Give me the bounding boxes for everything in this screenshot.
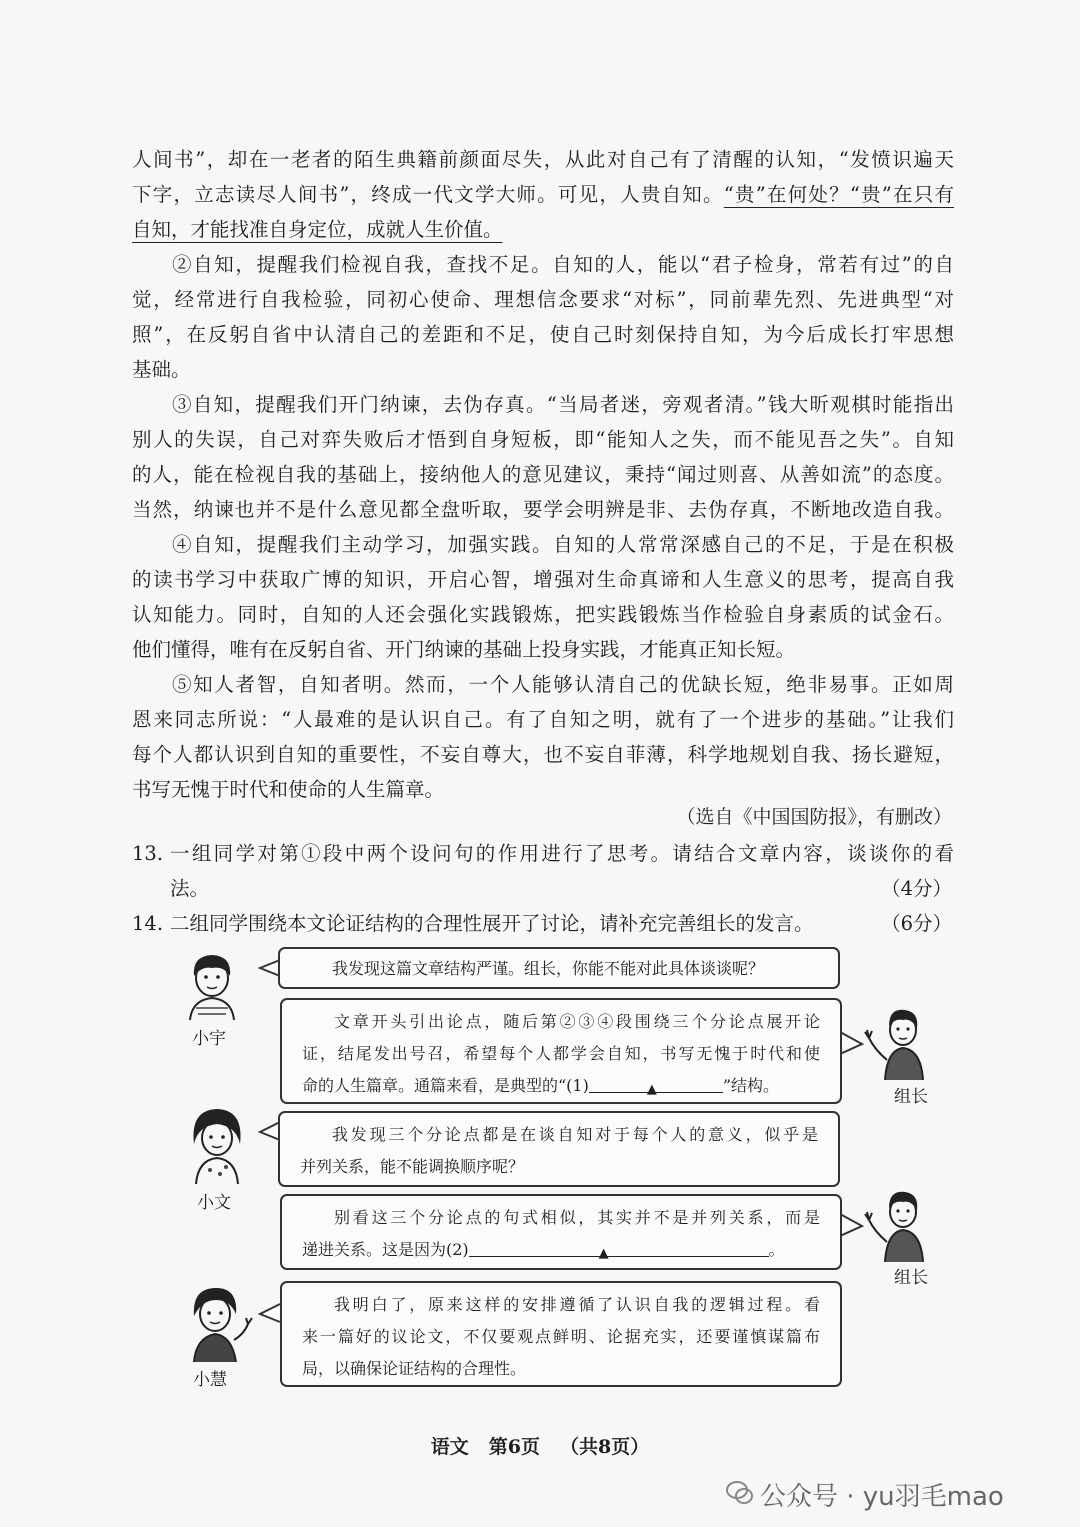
question-score: （6分） bbox=[881, 912, 952, 935]
wechat-icon bbox=[726, 1480, 754, 1506]
bubble-line: 并列关系，能不能调换顺序呢？ bbox=[300, 1157, 525, 1176]
answer-blank-1[interactable] bbox=[589, 1072, 723, 1097]
passage bbox=[132, 142, 954, 807]
bubble-tail bbox=[840, 1030, 864, 1056]
bubble-text: ”结构。 bbox=[722, 1076, 780, 1095]
underlined-sentence: “贵”在何处？“贵”在只有 bbox=[723, 183, 954, 206]
paragraph-4-line: ④自知，提醒我们主动学习，加强实践。自知的人常常深感自己的不足，于是在积极 bbox=[172, 533, 954, 556]
bubble-line: 我发现这篇文章结构严谨。组长，你能不能对此具体谈谈呢？ bbox=[332, 959, 765, 978]
footer-subject: 语文 bbox=[430, 1436, 469, 1458]
paragraph-2-line: 照”，在反躬自省中认清自己的差距和不足，使自己时刻保持自知，为今后成长打牢思想 bbox=[132, 323, 954, 346]
paragraph-5-line: ⑤知人者智，自知者明。然而，一个人能够认清自己的优缺长短，绝非易事。正如周 bbox=[172, 673, 954, 696]
paragraph-5-line: 每个人都认识到自知的重要性，不妄自尊大，也不妄自菲薄，科学地规划自我、扬长避短， bbox=[132, 743, 954, 766]
bubble-line: 证，结尾发出号召，希望每个人都学会自知，书写无愧于时代和使 bbox=[302, 1044, 820, 1063]
question-text: 二组同学围绕本文论证结构的合理性展开了讨论，请补充完善组长的发言。 bbox=[170, 912, 814, 935]
question-number: 14. bbox=[132, 912, 164, 935]
question-13 bbox=[132, 836, 954, 906]
bubble-tail bbox=[258, 1302, 282, 1324]
question-text: 法。 bbox=[170, 877, 210, 900]
paragraph-3-line: ③自知，提醒我们开门纳谏，去伪存真。“当局者迷，旁观者清。”钱大昕观棋时能指出 bbox=[172, 393, 954, 416]
name-leader: 组长 bbox=[894, 1268, 928, 1288]
paragraph-3-line: 的人，能在检视自我的基础上，接纳他人的意见建议，秉持“闻过则喜、从善如流”的态度。 bbox=[132, 463, 954, 486]
name-leader: 组长 bbox=[894, 1087, 928, 1107]
speech-bubble-leader bbox=[280, 1194, 842, 1270]
name-xiaohui: 小慧 bbox=[193, 1370, 227, 1390]
passage-line: 人间书”，却在一老者的陌生典籍前颜面尽失，从此对自己有了清醒的认知，“发愤识遍天 bbox=[132, 148, 954, 171]
paragraph-3-line: 当然，纳谏也并不是什么意见都全盘听取，要学会明辨是非、去伪存真，不断地改造自我。 bbox=[132, 498, 954, 521]
bubble-line: 来一篇好的议论文，不仅要观点鲜明、论据充实，还要谨慎谋篇布 bbox=[302, 1327, 820, 1346]
leader-avatar bbox=[863, 1186, 941, 1262]
bubble-line: 我发现三个分论点都是在谈自知对于每个人的意义，似乎是 bbox=[332, 1125, 818, 1144]
underlined-sentence: 自知，才能找准自身定位，成就人生价值。 bbox=[132, 218, 503, 241]
passage-text: 下字，立志读尽人间书”，终成一代文学大师。可见，人贵自知。 bbox=[132, 183, 724, 206]
speech-bubble-xiaoyu bbox=[278, 947, 840, 989]
question-score: （4分） bbox=[881, 877, 952, 900]
paragraph-5-line: 恩来同志所说：“人最难的是认识自己。有了自知之明，就有了一个进步的基础。”让我们 bbox=[132, 708, 954, 731]
bubble-line: 文章开头引出论点，随后第②③④段围绕三个分论点展开论 bbox=[334, 1012, 820, 1031]
name-xiaoyu: 小宇 bbox=[192, 1029, 226, 1049]
page-footer bbox=[0, 1432, 1080, 1459]
name-xiaowen: 小文 bbox=[197, 1193, 231, 1213]
question-14 bbox=[132, 906, 954, 941]
bubble-line: 我明白了，原来这样的安排遵循了认识自我的逻辑过程。看 bbox=[334, 1295, 820, 1314]
girl-avatar bbox=[186, 1104, 248, 1184]
paragraph-3-line: 别人的失误，自己对弈失败后才悟到自身短板，即“能知人之失，而不能见吾之失”。自知 bbox=[132, 428, 954, 451]
bubble-tail bbox=[840, 1212, 864, 1238]
bubble-text: 命的人生篇章。通篇来看，是典型的“(1) bbox=[302, 1076, 589, 1095]
footer-total: （共8页） bbox=[560, 1436, 650, 1458]
paragraph-4-line: 认知能力。同时，自知的人还会强化实践锻炼，把实践锻炼当作检验自身素质的试金石。 bbox=[132, 603, 954, 626]
speech-bubble-xiaohui bbox=[280, 1281, 842, 1387]
question-text: 一组同学对第①段中两个设问句的作用进行了思考。请结合文章内容，谈谈你的看 bbox=[170, 842, 954, 865]
speech-bubble-xiaowen bbox=[278, 1111, 840, 1187]
bubble-line bbox=[302, 1070, 820, 1102]
paragraph-4-line: 的读书学习中获取广博的知识，开启心智，增强对生命真谛和人生意义的思考，提高自我 bbox=[132, 568, 954, 591]
answer-blank-2[interactable] bbox=[469, 1236, 769, 1261]
paragraph-2-line: 觉，经常进行自我检验，同初心使命、理想信念要求“对标”，同前辈先烈、先进典型“对 bbox=[132, 288, 954, 311]
bubble-text: 。 bbox=[768, 1240, 785, 1259]
blank-marker: ▲ bbox=[598, 1246, 609, 1261]
blank-marker: ▲ bbox=[646, 1082, 657, 1097]
speech-bubble-leader bbox=[280, 998, 842, 1104]
paragraph-5-line: 书写无愧于时代和使命的人生篇章。 bbox=[132, 778, 445, 801]
passage-line bbox=[132, 177, 954, 212]
bubble-line: 别看这三个分论点的句式相似，其实并不是并列关系，而是 bbox=[334, 1208, 820, 1227]
bubble-line bbox=[302, 1234, 820, 1266]
paragraph-2-line: ②自知，提醒我们检视自我，查找不足。自知的人，能以“君子检身，常若有过”的自 bbox=[172, 253, 954, 276]
girl-avatar bbox=[182, 1282, 258, 1362]
paragraph-2-line: 基础。 bbox=[132, 358, 191, 381]
boy-avatar bbox=[180, 948, 244, 1020]
bubble-line: 局，以确保论证结构的合理性。 bbox=[302, 1359, 527, 1378]
watermark: 公众号 · yu羽毛mao bbox=[760, 1482, 1004, 1512]
passage-line bbox=[132, 212, 954, 247]
bubble-text: 递进关系。这是因为(2) bbox=[302, 1240, 469, 1259]
question-number: 13. bbox=[132, 842, 164, 865]
source-citation: （选自《中国国防报》，有删改） bbox=[676, 806, 952, 828]
leader-avatar bbox=[863, 1004, 941, 1080]
paragraph-4-line: 他们懂得，唯有在反躬自省、开门纳谏的基础上投身实践，才能真正知长短。 bbox=[132, 638, 796, 661]
footer-page: 第6页 bbox=[488, 1436, 540, 1458]
